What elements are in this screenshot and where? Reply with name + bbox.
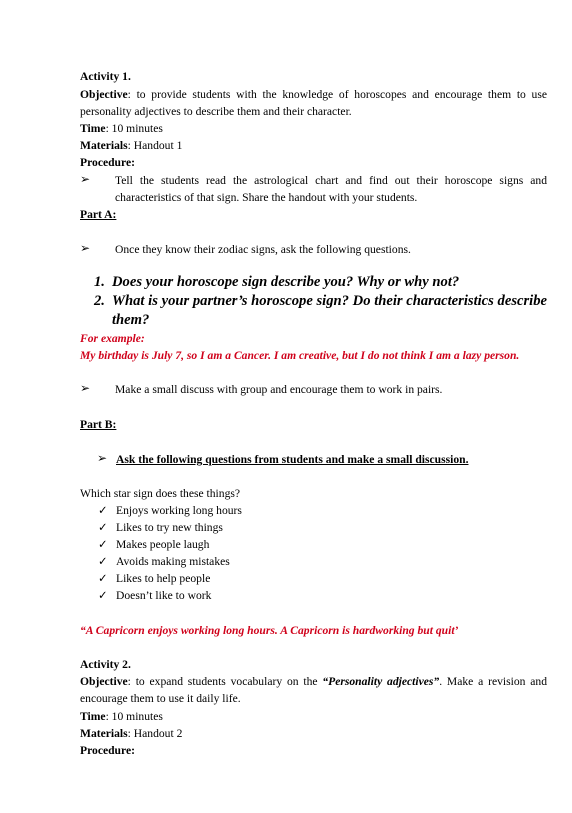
question-1-number: 1. xyxy=(94,274,105,290)
partA-discuss: Make a small discuss with group and encourage them to work in pairs. xyxy=(115,383,443,396)
activity2-objective-line1: Objective: to expand students vocabulary on the “Personality adjectives”. Make a revision and xyxy=(80,675,547,688)
check-icon: ✓ xyxy=(98,555,108,568)
arrow-bullet-icon: ➢ xyxy=(80,241,91,255)
activity1-title: Activity 1. xyxy=(80,70,131,83)
check-icon: ✓ xyxy=(98,521,108,534)
arrow-bullet-icon: ➢ xyxy=(80,381,91,395)
partB-instruction: Ask the following questions from students and make a small discussion. xyxy=(116,453,469,466)
check-icon: ✓ xyxy=(98,504,108,517)
activity1-objective-line2: personality adjectives to describe them and their character. xyxy=(80,105,352,118)
example-text: My birthday is July 7, so I am a Cancer. I am creative, but I do not think I am a lazy person. xyxy=(80,349,520,362)
partA-bullet: Once they know their zodiac signs, ask the following questions. xyxy=(115,243,411,256)
arrow-bullet-icon: ➢ xyxy=(80,172,91,186)
activity1-time: Time: 10 minutes xyxy=(80,122,163,135)
list-item: Doesn’t like to work xyxy=(116,589,212,602)
arrow-bullet-icon: ➢ xyxy=(97,451,108,465)
activity2-materials: Materials: Handout 2 xyxy=(80,727,183,740)
question-2-line1: What is your partner’s horoscope sign? Do their characteristics describe xyxy=(112,293,547,309)
activity2-procedure-label: Procedure: xyxy=(80,744,135,757)
example-label: For example: xyxy=(80,332,145,345)
check-icon: ✓ xyxy=(98,589,108,602)
partB-quote: “A Capricorn enjoys working long hours. A Capricorn is hardworking but quit’ xyxy=(80,624,459,637)
list-item: Makes people laugh xyxy=(116,538,210,551)
question-1: Does your horoscope sign describe you? Why or why not? xyxy=(112,274,460,290)
check-icon: ✓ xyxy=(98,572,108,585)
partA-label: Part A: xyxy=(80,208,117,221)
activity2-time: Time: 10 minutes xyxy=(80,710,163,723)
procedure-bullet-line1: Tell the students read the astrological chart and find out their horoscope signs and xyxy=(115,174,547,187)
list-item: Likes to help people xyxy=(116,572,211,585)
list-item: Likes to try new things xyxy=(116,521,223,534)
check-icon: ✓ xyxy=(98,538,108,551)
activity2-title: Activity 2. xyxy=(80,658,131,671)
partB-question: Which star sign does these things? xyxy=(80,487,241,500)
activity2-objective-line2: encourage them to use it daily life. xyxy=(80,692,241,705)
list-item: Enjoys working long hours xyxy=(116,504,242,517)
activity1-materials: Materials: Handout 1 xyxy=(80,139,183,152)
activity1-objective-line1: Objective: to provide students with the knowledge of horoscopes and encourage them to use xyxy=(80,88,547,101)
activity1-procedure-label: Procedure: xyxy=(80,156,135,169)
procedure-bullet-line2: characteristics of that sign. Share the handout with your students. xyxy=(115,191,418,204)
question-2-number: 2. xyxy=(94,293,105,309)
question-2-line2: them? xyxy=(112,312,150,328)
partB-label: Part B: xyxy=(80,418,117,431)
list-item: Avoids making mistakes xyxy=(116,555,230,568)
